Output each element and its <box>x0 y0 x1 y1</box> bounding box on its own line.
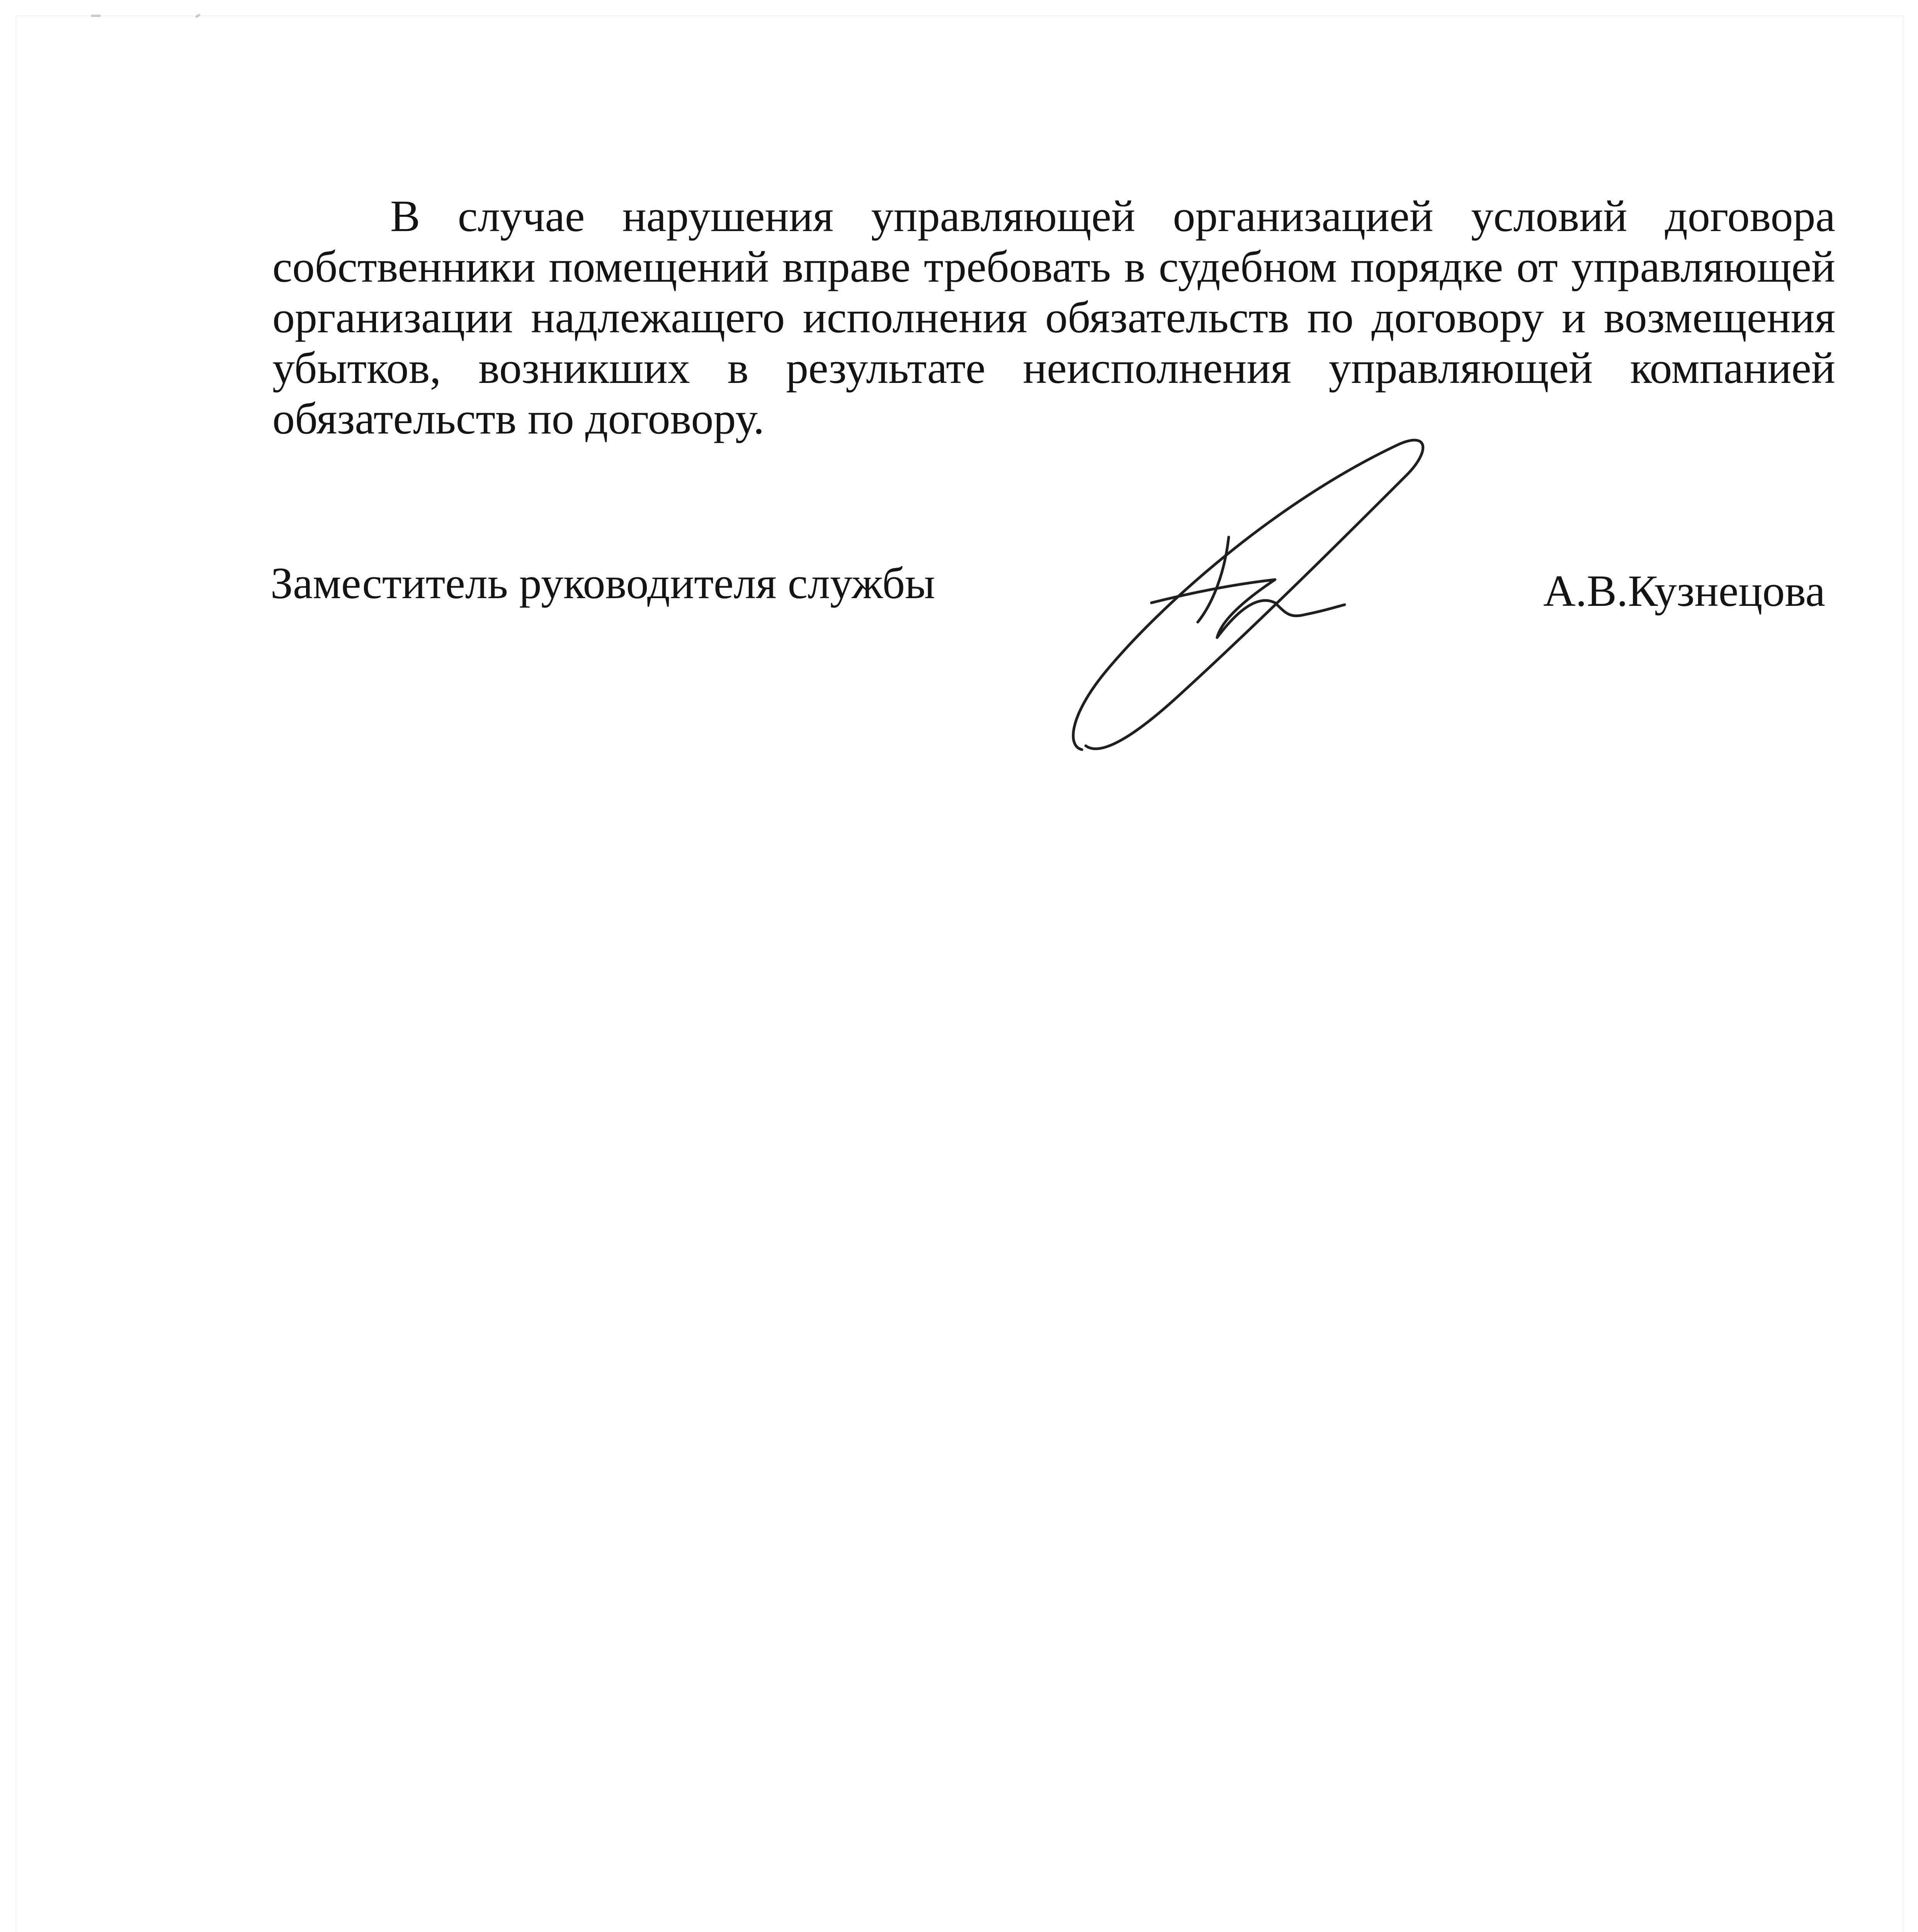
signatory-name: А.В.Кузнецова <box>1543 566 1825 616</box>
main-paragraph: В случае нарушения управляющей организацией условий договора собственники помещений вправе требовать в судебном порядке от управляющей организации надлежащего исполнения обязательств по договору и возмещения убытков, возникших в результате неисполнения управляющей компанией обязательств по договору. <box>272 192 1835 444</box>
signatory-position: Заместитель руководителя службы <box>270 559 935 608</box>
scan-artifact <box>91 15 101 17</box>
handwritten-signature-icon <box>1059 421 1437 753</box>
